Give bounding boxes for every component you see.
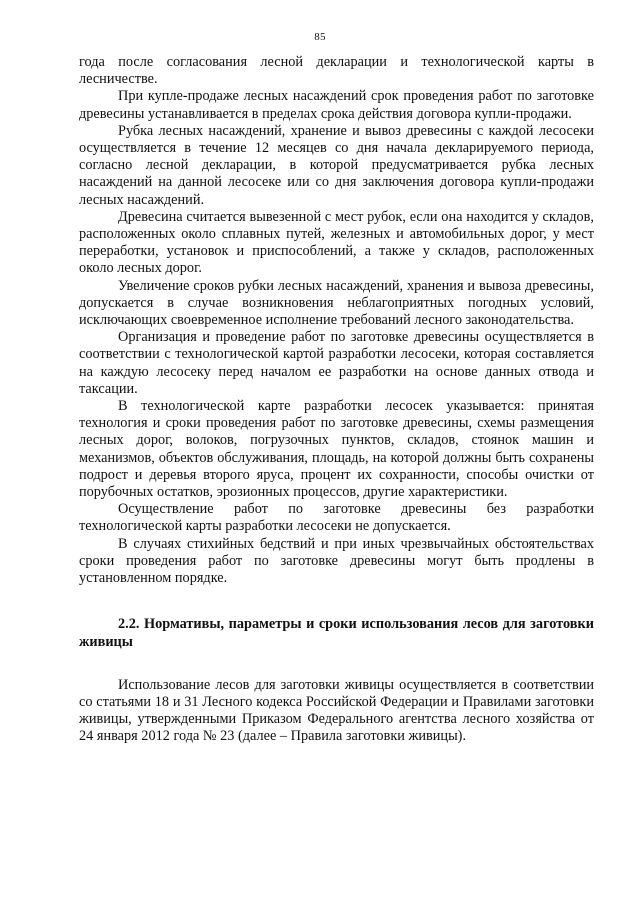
paragraphs-after-heading — [79, 677, 594, 746]
paragraph: Использование лесов для заготовки живицы осуществляется в соответствии со статьями 18 и 31 Лесного кодекса Российской Федерации и Правилами заготовки живицы, утвержденными Приказом Федерального агентства лесного хозяйства от 24 января 2012 года № 23 (далее – Правила заготовки живицы). — [79, 676, 594, 745]
paragraph: При купле-продаже лесных насаждений срок проведения работ по заготовке древесины устанавливается в пределах срока действия договора купли-продажи. — [79, 88, 594, 122]
paragraph: Организация и проведение работ по заготовке древесины осуществляется в соответствии с технологической картой разработки лесосеки, которая составляется на каждую лесосеку перед началом ее разработки на основе данных отвода и таксации. — [79, 329, 594, 397]
paragraphs-before-heading — [79, 54, 594, 587]
paragraph: Осуществление работ по заготовке древесины без разработки технологической карты разработки лесосеки не допускается. — [79, 501, 594, 535]
page-number: 85 — [314, 31, 326, 43]
paragraph: В технологической карте разработки лесосек указывается: принятая технология и сроки проведения работ по заготовке древесины, схемы размещения лесных дорог, волоков, погрузочных пунктов, складов, стоянок машин и механизмов, объектов обслуживания, площадь, на которой должны быть сохранены подрост и деревья второго яруса, процент их сохранности, способы очистки от порубочных остатков, эрозионных процессов, другие характеристики. — [79, 398, 594, 501]
paragraph: Увеличение сроков рубки лесных насаждений, хранения и вывоза древесины, допускается в случае возникновения неблагоприятных погодных условий, исключающих своевременное исполнение требований лесного законодательства. — [79, 277, 594, 329]
paragraph: Рубка лесных насаждений, хранение и вывоз древесины с каждой лесосеки осуществляется в течение 12 месяцев со дня начала декларируемого периода, согласно лесной декларации, в которой предусматривается рубка лесных насаждений на данной лесосеке или со дня заключения договора купли-продажи лесных насаждений. — [79, 122, 594, 208]
section-heading: 2.2. Нормативы, параметры и сроки использования лесов для заготовки живицы — [79, 616, 594, 650]
paragraph: Древесина считается вывезенной с мест рубок, если она находится у складов, расположенных около сплавных путей, железных и автомобильных дорог, у мест переработки, установок и приспособлений, а также у складов, расположенных около лесных дорог. — [79, 208, 594, 277]
paragraph: года после согласования лесной декларации и технологической карты в лесничестве. — [79, 54, 594, 88]
paragraph: В случаях стихийных бедствий и при иных чрезвычайных обстоятельствах сроки проведения работ по заготовке древесины могут быть продлены в установленном порядке. — [79, 535, 594, 587]
page-content — [79, 54, 594, 746]
